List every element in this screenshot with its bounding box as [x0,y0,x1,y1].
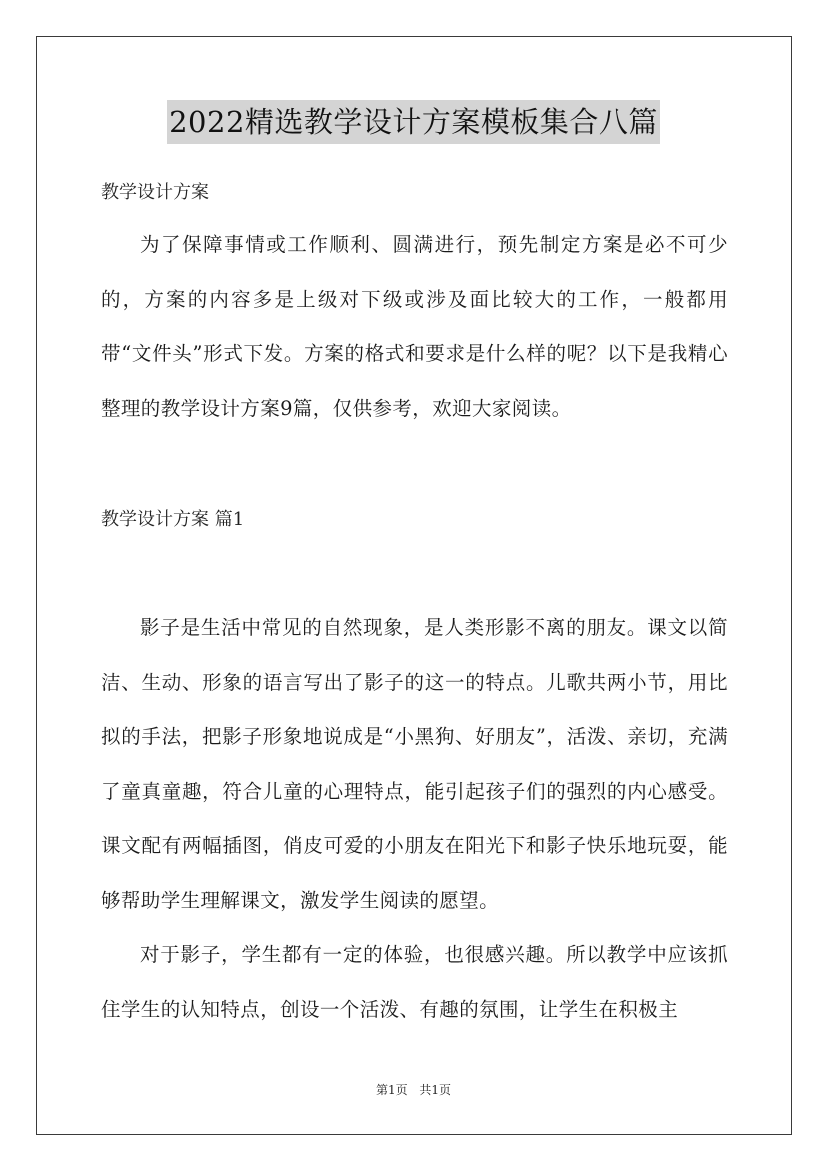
article-paragraph-2: 对于影子，学生都有一定的体验，也很感兴趣。所以教学中应该抓住学生的认知特点，创设一个活泼、有趣的氛围，让学生在积极主 [101,943,728,1021]
page-footer [0,1081,827,1098]
article-heading: 教学设计方案 篇1 [101,509,245,530]
title-container [0,100,827,144]
page-total: 共1页 [419,1083,452,1097]
article-body [101,601,728,1037]
intro-paragraph: 为了保障事情或工作顺利、圆满进行，预先制定方案是必不可少的，方案的内容多是上级对下级或涉及面比较大的工作，一般都用带“文件头”形式下发。方案的格式和要求是什么样的呢？以下是我精心整理的教学设计方案9篇，仅供参考，欢迎大家阅读。 [101,233,728,420]
article-paragraph-1: 影子是生活中常见的自然现象，是人类形影不离的朋友。课文以简洁、生动、形象的语言写出了影子的这一的特点。儿歌共两小节，用比拟的手法，把影子形象地说成是“小黑狗、好朋友”，活泼、亲切，充满了童真童趣，符合儿童的心理特点，能引起孩子们的强烈的内心感受。课文配有两幅插图，俏皮可爱的小朋友在阳光下和影子快乐地玩耍，能够帮助学生理解课文，激发学生阅读的愿望。 [101,616,728,912]
page-number: 第1页 [375,1083,408,1097]
section-heading: 教学设计方案 [101,182,209,203]
document-title: 2022精选教学设计方案模板集合八篇 [167,100,660,144]
